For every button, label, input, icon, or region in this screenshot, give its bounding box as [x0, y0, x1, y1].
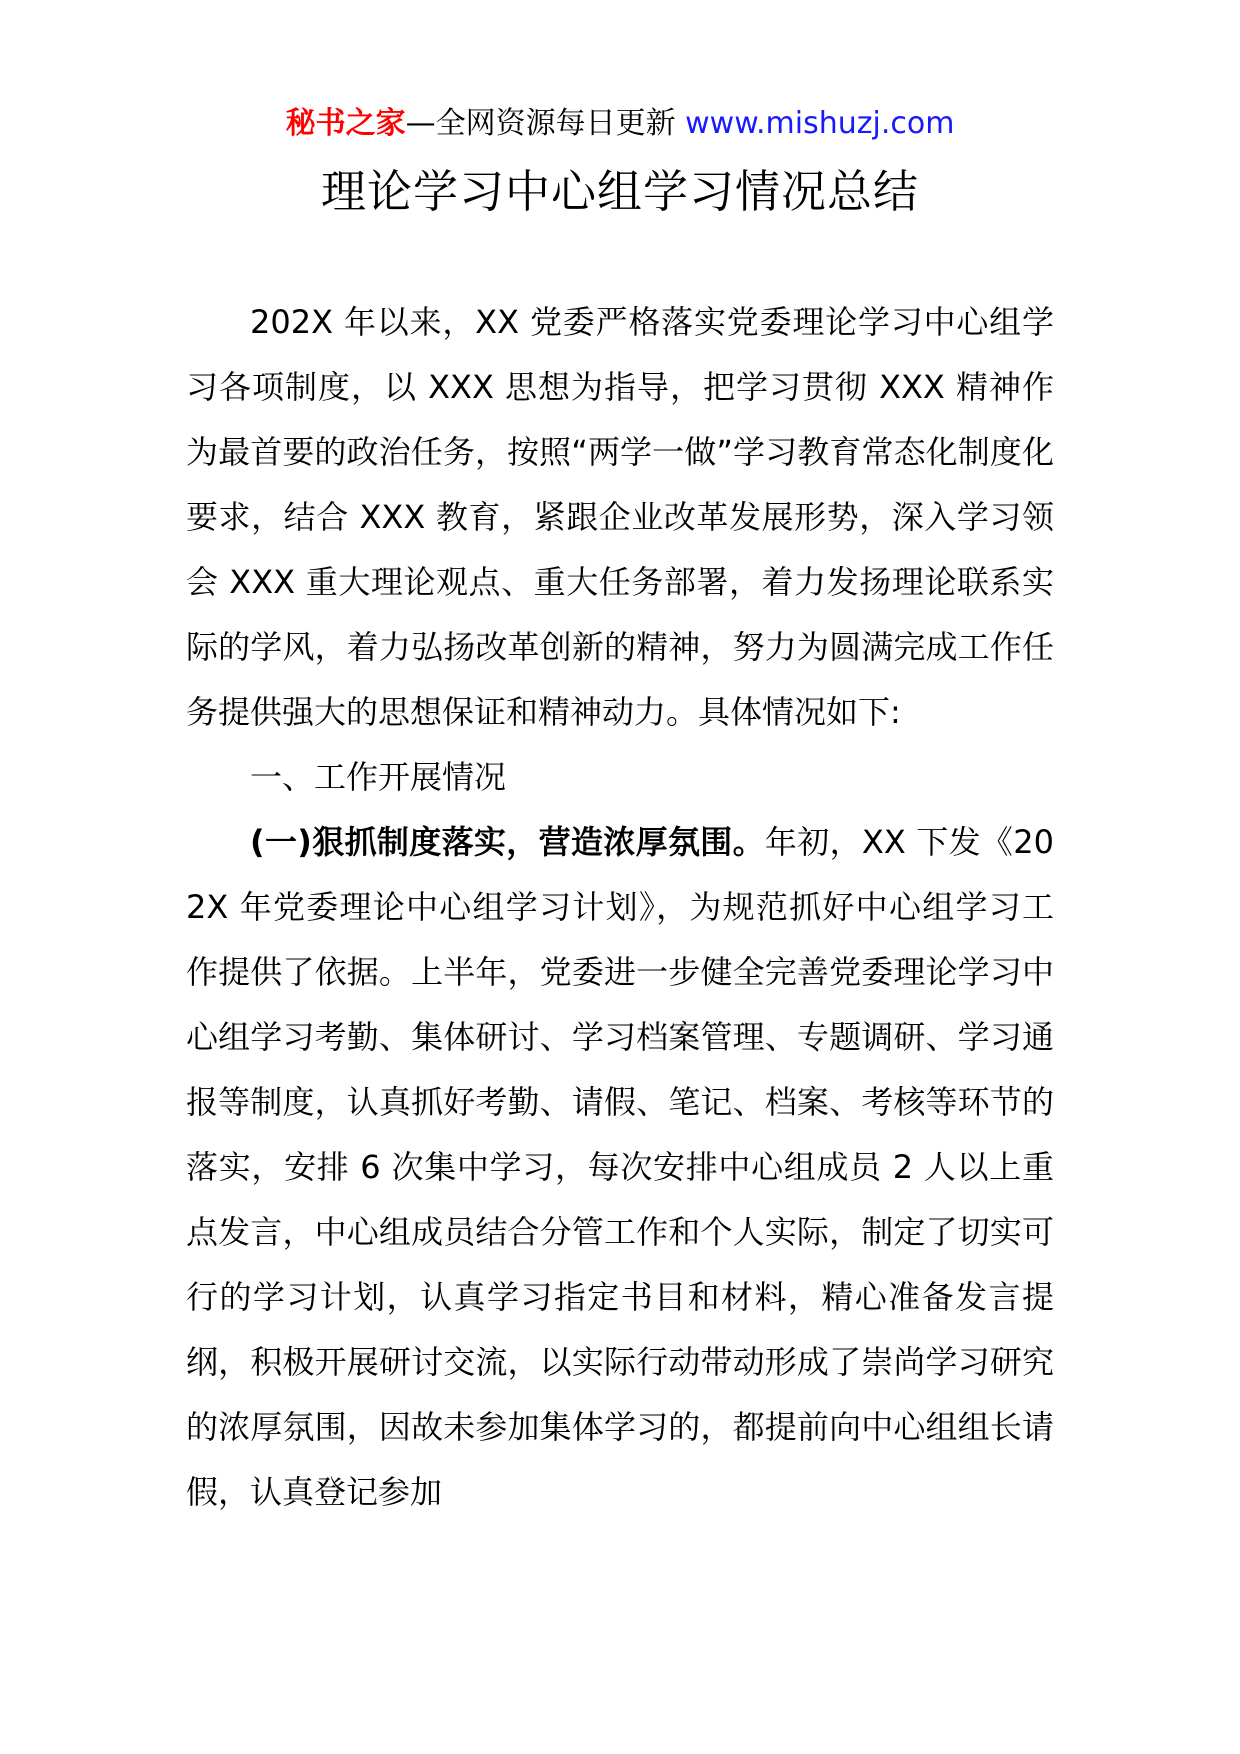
section-heading: 一、工作开展情况: [250, 758, 507, 796]
watermark-header: [0, 102, 1240, 146]
intro-paragraph: 202X 年以来，XX 党委严格落实党委理论学习中心组学习各项制度，以 XXX 思想为指导，把学习贯彻 XXX 精神作为最首要的政治任务，按照“两学一做”学习教育常态化制度化要求，结合 XXX 教育，紧跟企业改革发展形势，深入学习领会 XXX 重大理论观点、重大任务部署，着力发扬理论联系实际的学风，着力弘扬改革创新的精神，努力为圆满完成工作任务提供强大的思想保证和精神动力。具体情况如下:: [186, 303, 1054, 731]
header-tagline: —全网资源每日更新: [405, 106, 686, 141]
document-body: [186, 290, 1054, 1525]
item-lead: (一)狠抓制度落实，营造浓厚氛围。: [250, 823, 765, 861]
header-url-link[interactable]: www.mishuzj.com: [685, 106, 955, 141]
item-paragraph: [186, 810, 1054, 1525]
document-title: 理论学习中心组学习情况总结: [320, 165, 919, 218]
header-brand: 秘书之家: [285, 106, 406, 141]
item-text: 年初，XX 下发《202X 年党委理论中心组学习计划》，为规范抓好中心组学习工作提供了依据。上半年，党委进一步健全完善党委理论学习中心组学习考勤、集体研讨、学习档案管理、专题调研、学习通报等制度，认真抓好考勤、请假、笔记、档案、考核等环节的落实，安排 6 次集中学习，每次安排中心组成员 2 人以上重点发言，中心组成员结合分管工作和个人实际，制定了切实可行的学习计划，认真学习指定书目和材料，精心准备发言提纲，积极开展研讨交流，以实际行动带动形成了崇尚学习研究的浓厚氛围，因故未参加集体学习的，都提前向中心组组长请假，认真登记参加: [186, 823, 1054, 1511]
